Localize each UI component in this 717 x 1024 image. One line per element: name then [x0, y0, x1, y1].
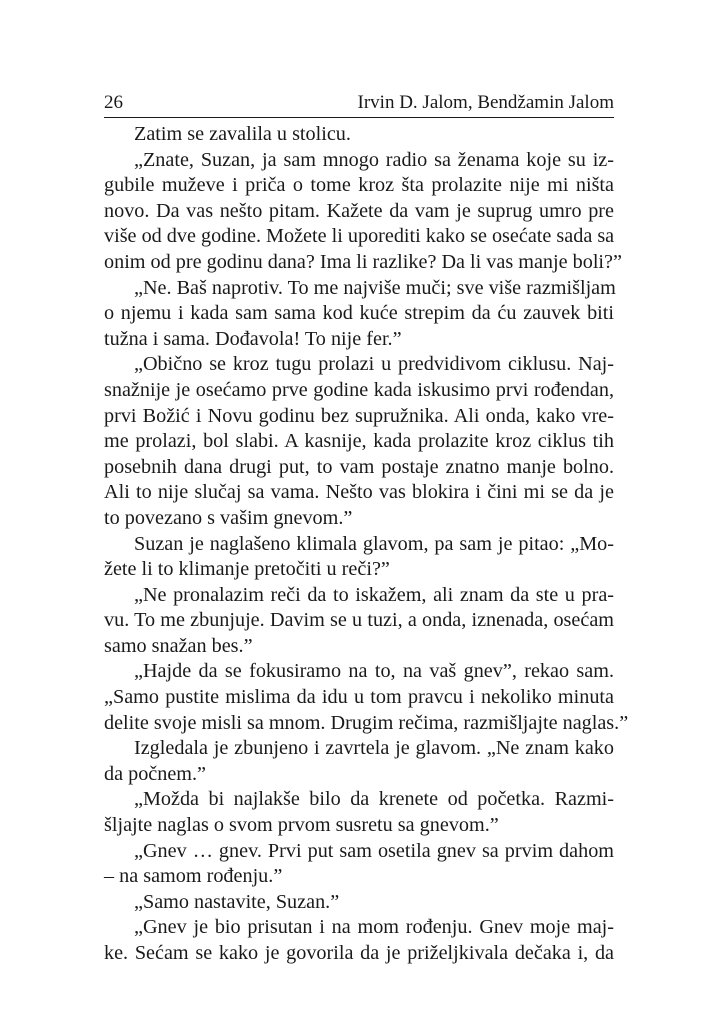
text-line: gubile muževe i priča o tome kroz šta prolazite nije mi ništa	[104, 174, 614, 197]
paragraph	[104, 787, 614, 838]
text-line: snažnije je osećamo prve godine kada iskusimo prvi rođendan,	[104, 378, 614, 401]
paragraph	[104, 736, 614, 787]
paragraph	[104, 915, 614, 966]
text-line: to povezano s vašim gnevom.”	[104, 506, 353, 529]
text-line: „Samo nastavite, Suzan.”	[134, 890, 340, 913]
text-line: Izgledala je zbunjeno i zavrtela je glavom. „Ne znam kako	[134, 737, 614, 760]
paragraph	[104, 659, 629, 736]
text-line: o njemu i kada sam sama kod kuće strepim da ću zauvek biti	[104, 302, 614, 325]
text-line: šljajte naglas o svom prvom susretu sa gnevom.”	[104, 814, 499, 837]
paragraph	[104, 276, 614, 353]
page-number: 26	[104, 92, 123, 113]
text-line: delite svoje misli sa mnom. Drugim rečima, razmišljajte naglas.”	[104, 711, 629, 734]
text-line: me prolazi, bol slabi. A kasnije, kada prolazite kroz ciklus tih	[104, 430, 614, 453]
text-line: samo snažan bes.”	[104, 634, 253, 657]
text-line: „Obično se kroz tugu prolazi u predvidivom ciklusu. Naj-	[134, 353, 614, 376]
text-line: „Gnev je bio prisutan i na mom rođenju. Gnev moje maj-	[134, 916, 614, 939]
text-line: „Ne. Baš naprotiv. To me najviše muči; sve više razmišljam	[134, 276, 616, 299]
text-line: – na samom rođenju.”	[104, 865, 283, 888]
paragraph	[104, 122, 614, 148]
text-line: onim od pre godinu dana? Ima li razlike? Da li vas manje boli?”	[104, 250, 622, 273]
text-line: ke. Sećam se kako je govorila da je priželjkivala dečaka i, da	[104, 942, 614, 964]
text-line: novo. Da vas nešto pitam. Kažete da vam je suprug umro pre	[104, 199, 614, 222]
paragraph	[104, 583, 614, 660]
text-line: „Samo pustite mislima da idu u tom pravcu i nekoliko minuta	[104, 686, 614, 709]
text-line: da počnem.”	[104, 762, 207, 785]
text-line: više od dve godine. Možete li uporediti kako se osećate sada sa	[104, 225, 615, 248]
header-rule	[104, 117, 614, 118]
paragraph	[104, 839, 614, 890]
body-text	[104, 122, 629, 967]
text-line: tužna i sama. Dođavola! To nije fer.”	[104, 327, 402, 350]
paragraph	[104, 890, 614, 916]
text-line: žete li to klimanje pretočiti u reči?”	[104, 558, 390, 581]
text-line: vu. To me zbunjuje. Davim se u tuzi, a onda, iznenada, osećam	[104, 609, 614, 632]
text-line: Zatim se zavalila u stolicu.	[134, 123, 351, 145]
text-line: „Hajde da se fokusiramo na to, na vaš gnev”, rekao sam.	[134, 660, 614, 683]
text-line: „Znate, Suzan, ja sam mnogo radio sa ženama koje su iz-	[134, 148, 614, 171]
paragraph	[104, 352, 614, 531]
text-line: Ali to nije slučaj sa vama. Nešto vas blokira i čini mi se da je	[104, 481, 614, 504]
page-header	[104, 91, 614, 115]
text-line: prvi Božić i Novu godinu bez supružnika. Ali onda, kako vre-	[104, 404, 614, 427]
paragraph	[104, 148, 622, 276]
text-line: Suzan je naglašeno klimala glavom, pa sam je pitao: „Mo-	[134, 532, 614, 555]
text-line: „Gnev … gnev. Prvi put sam osetila gnev sa prvim dahom	[134, 839, 614, 862]
text-line: „Ne pronalazim reči da to iskažem, ali znam da ste u pra-	[134, 583, 614, 606]
running-head: Irvin D. Jalom, Bendžamin Jalom	[357, 92, 614, 113]
text-line: posebnih dana drugi put, to vam postaje znatno manje bolno.	[104, 455, 614, 478]
text-line: „Možda bi najlakše bilo da krenete od početka. Razmi-	[134, 788, 614, 811]
paragraph	[104, 532, 614, 583]
